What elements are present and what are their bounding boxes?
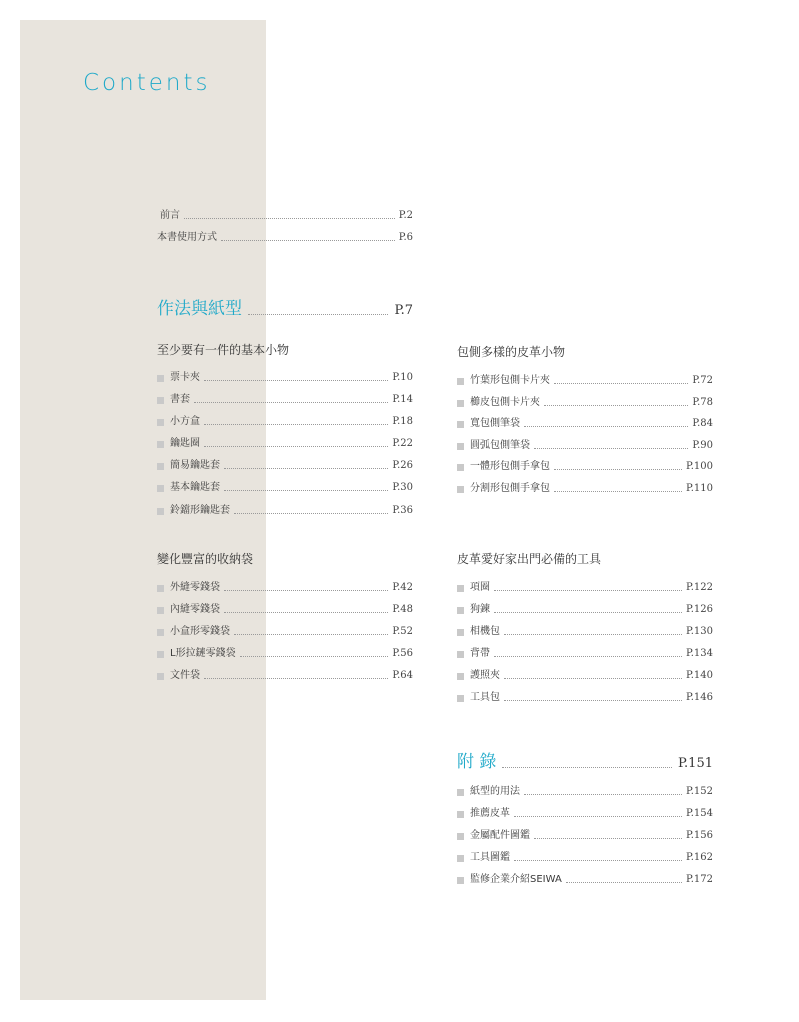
page-number: P.26 — [392, 460, 413, 471]
dot-leader — [194, 402, 388, 403]
dot-leader — [248, 314, 388, 315]
page-number: P.18 — [392, 416, 413, 427]
dot-leader — [184, 218, 395, 219]
page-number: P.100 — [686, 461, 713, 473]
toc-entry[interactable] — [457, 624, 713, 640]
dot-leader — [224, 590, 388, 591]
chapter-label: 作法與紙型 — [157, 299, 242, 319]
toc-entry[interactable] — [457, 784, 713, 800]
dot-leader — [204, 424, 388, 425]
section-heading-tools: 皮革愛好家出門必備的工具 — [457, 552, 602, 566]
square-bullet-icon — [457, 789, 464, 796]
page-number: P.78 — [692, 396, 713, 408]
page-number: P.64 — [392, 670, 413, 681]
dot-leader — [534, 838, 682, 839]
dot-leader — [221, 240, 395, 241]
dot-leader — [204, 446, 388, 447]
page-number: P.146 — [686, 692, 713, 703]
dot-leader — [554, 383, 688, 384]
dot-leader — [504, 678, 682, 679]
square-bullet-icon — [157, 463, 164, 470]
toc-entry[interactable] — [157, 580, 413, 596]
toc-entry[interactable] — [457, 828, 713, 844]
page-number: P.36 — [392, 505, 413, 516]
entry-label: 護照夾 — [470, 670, 500, 681]
toc-entry[interactable] — [457, 646, 713, 662]
page-number: P.134 — [686, 648, 713, 659]
toc-entry[interactable] — [457, 872, 713, 888]
dot-leader — [524, 794, 682, 795]
toc-entry[interactable] — [457, 850, 713, 866]
page-number: P.72 — [692, 375, 713, 386]
square-bullet-icon — [457, 695, 464, 702]
toc-entry[interactable] — [457, 668, 713, 684]
page-number: P.90 — [692, 439, 713, 451]
square-bullet-icon — [157, 585, 164, 592]
toc-entry[interactable] — [157, 392, 413, 408]
dot-leader — [234, 513, 388, 514]
page-number: P.56 — [392, 648, 413, 659]
page-number: P.10 — [392, 372, 413, 383]
toc-entry[interactable] — [457, 395, 713, 411]
dot-leader — [234, 634, 388, 635]
entry-label: 圓弧包側筆袋 — [470, 439, 530, 451]
square-bullet-icon — [157, 375, 164, 382]
entry-label: 簡易鑰匙套 — [170, 460, 220, 471]
toc-entry[interactable] — [157, 646, 413, 662]
dot-leader — [554, 469, 682, 470]
dot-leader — [494, 590, 682, 591]
chapter-label: 附 錄 — [457, 752, 497, 772]
page-number: P.130 — [686, 626, 713, 637]
entry-label: 小盒形零錢袋 — [170, 626, 230, 637]
toc-entry[interactable] — [157, 480, 413, 496]
toc-entry[interactable] — [157, 503, 413, 519]
page-number: P.156 — [686, 830, 713, 841]
dot-leader — [504, 700, 682, 701]
page-number: P.172 — [686, 874, 713, 885]
square-bullet-icon — [157, 419, 164, 426]
toc-entry[interactable] — [157, 370, 413, 386]
entry-label: 本書使用方式 — [157, 232, 217, 243]
dot-leader — [524, 426, 688, 427]
square-bullet-icon — [157, 508, 164, 515]
page-number: P.126 — [686, 604, 713, 615]
page-number: P.2 — [398, 210, 413, 221]
toc-entry[interactable] — [457, 806, 713, 822]
toc-entry[interactable] — [157, 668, 413, 684]
square-bullet-icon — [457, 378, 464, 385]
toc-entry[interactable] — [157, 602, 413, 618]
entry-label: 狗鍊 — [470, 604, 490, 615]
toc-entry[interactable] — [457, 438, 713, 454]
chapter-appendix[interactable] — [457, 750, 713, 774]
section-heading-gusset: 包側多樣的皮革小物 — [457, 345, 566, 359]
dot-leader — [204, 380, 388, 381]
dot-leader — [554, 491, 682, 492]
page-number: P.110 — [686, 483, 713, 494]
page-number: P.52 — [392, 626, 413, 637]
toc-entry[interactable] — [457, 416, 713, 432]
intro-entry[interactable] — [157, 230, 413, 246]
page-number: P.162 — [686, 852, 713, 863]
square-bullet-icon — [457, 811, 464, 818]
square-bullet-icon — [157, 485, 164, 492]
square-bullet-icon — [457, 673, 464, 680]
entry-label: 櫛皮包側卡片夾 — [470, 396, 540, 408]
toc-entry[interactable] — [157, 414, 413, 430]
page-number: P.154 — [686, 808, 713, 819]
dot-leader — [514, 860, 682, 861]
square-bullet-icon — [457, 400, 464, 407]
dot-leader — [504, 634, 682, 635]
square-bullet-icon — [457, 443, 464, 450]
entry-label: 內縫零錢袋 — [170, 604, 220, 615]
page-number: P.22 — [392, 438, 413, 449]
square-bullet-icon — [457, 464, 464, 471]
entry-label: 推薦皮革 — [470, 808, 510, 819]
page-number: P.152 — [686, 786, 713, 797]
entry-label: 金屬配件圖鑑 — [470, 830, 530, 841]
square-bullet-icon — [157, 397, 164, 404]
dot-leader — [240, 656, 389, 657]
dot-leader — [494, 612, 682, 613]
toc-entry[interactable] — [457, 690, 713, 706]
entry-label: 基本鑰匙套 — [170, 482, 220, 493]
entry-label: 一體形包側手拿包 — [470, 461, 550, 473]
entry-label: 書套 — [170, 394, 190, 405]
page-number: P.122 — [686, 582, 713, 593]
entry-label: 票卡夾 — [170, 372, 200, 383]
chapter-page-number: P.151 — [677, 756, 713, 771]
page-title: Contents — [83, 70, 211, 96]
toc-entry[interactable] — [457, 459, 713, 475]
square-bullet-icon — [457, 855, 464, 862]
dot-leader — [224, 612, 388, 613]
section-heading-basic: 至少要有一件的基本小物 — [157, 343, 290, 357]
page-number: P.6 — [398, 232, 413, 243]
page-number: P.84 — [692, 418, 713, 430]
page-number: P.48 — [392, 604, 413, 615]
entry-label: 背帶 — [470, 648, 490, 659]
square-bullet-icon — [457, 585, 464, 592]
square-bullet-icon — [457, 651, 464, 658]
entry-label: 紙型的用法 — [470, 786, 520, 797]
toc-entry[interactable] — [457, 602, 713, 618]
page-number: P.14 — [392, 394, 413, 405]
entry-label: 前言 — [160, 210, 180, 221]
chapter-page-number: P.7 — [394, 303, 413, 318]
entry-label: 分割形包側手拿包 — [470, 483, 550, 494]
square-bullet-icon — [157, 441, 164, 448]
intro-entry[interactable] — [160, 208, 413, 224]
toc-entry[interactable] — [457, 580, 713, 596]
entry-label: 項圈 — [470, 582, 490, 593]
toc-entry[interactable] — [157, 458, 413, 474]
square-bullet-icon — [157, 607, 164, 614]
square-bullet-icon — [457, 833, 464, 840]
entry-label: 相機包 — [470, 626, 500, 637]
square-bullet-icon — [157, 629, 164, 636]
dot-leader — [502, 767, 672, 768]
dot-leader — [544, 405, 688, 406]
page-number: P.140 — [686, 670, 713, 681]
entry-label: 工具包 — [470, 692, 500, 703]
square-bullet-icon — [457, 607, 464, 614]
square-bullet-icon — [157, 651, 164, 658]
entry-label: 竹葉形包側卡片夾 — [470, 375, 550, 386]
dot-leader — [514, 816, 682, 817]
dot-leader — [566, 882, 682, 883]
entry-label: 鑰匙圈 — [170, 438, 200, 449]
square-bullet-icon — [457, 629, 464, 636]
page-number: P.30 — [392, 482, 413, 493]
entry-label: 小方盒 — [170, 416, 200, 427]
square-bullet-icon — [457, 421, 464, 428]
entry-label: 寬包側筆袋 — [470, 418, 520, 430]
square-bullet-icon — [457, 877, 464, 884]
square-bullet-icon — [457, 486, 464, 493]
dot-leader — [224, 490, 388, 491]
square-bullet-icon — [157, 673, 164, 680]
entry-label: 工具圖鑑 — [470, 852, 510, 863]
entry-label: 鈴鐺形鑰匙套 — [170, 505, 230, 516]
toc-entry[interactable] — [457, 373, 713, 389]
page-number: P.42 — [392, 582, 413, 593]
entry-label: 外縫零錢袋 — [170, 582, 220, 593]
dot-leader — [224, 468, 388, 469]
dot-leader — [494, 656, 682, 657]
section-heading-pouches: 變化豐富的收納袋 — [157, 552, 254, 566]
entry-label: 文件袋 — [170, 670, 200, 681]
entry-label: L形拉鏈零錢袋 — [170, 648, 236, 659]
dot-leader — [534, 448, 688, 449]
toc-entry[interactable] — [157, 436, 413, 452]
entry-label: 監修企業介紹SEIWA — [470, 874, 562, 885]
toc-entry[interactable] — [457, 481, 713, 497]
toc-entry[interactable] — [157, 624, 413, 640]
chapter-main[interactable] — [157, 297, 413, 321]
dot-leader — [204, 678, 388, 679]
